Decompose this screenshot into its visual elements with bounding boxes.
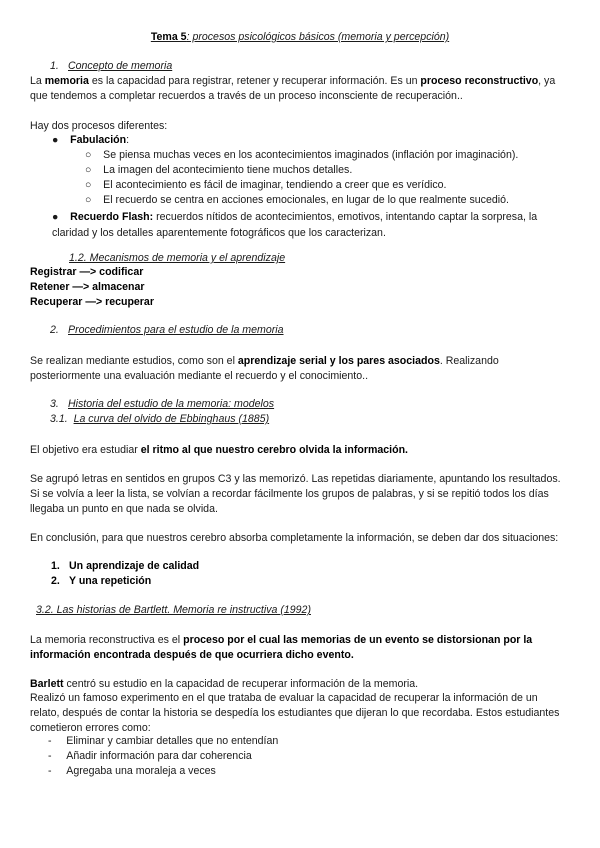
dash-item: - Añadir información para dar coherencia — [48, 750, 252, 762]
memory-definition-paragraph: La memoria es la capacidad para registrar, retener y recuperar información. Es un proceso reconstructivo, ya que tendemos a completar recuerdos a través de un proceso inconsciente de recuperación.. — [30, 75, 556, 102]
procedures-paragraph: Se realizan mediante estudios, como son el aprendizaje serial y los pares asociados. Realizando posteriormente una evaluación mediante el recuerdo y el conocimiento.. — [30, 355, 499, 382]
sub-bullet: ○ El acontecimiento es fácil de imaginar, tendiendo a creer que es verídico. — [85, 179, 447, 191]
section-number: 1. — [50, 60, 59, 72]
section-heading-text: Concepto de memoria — [68, 60, 173, 72]
title-bold: Tema 5 — [150, 31, 187, 43]
mechanism-line: Registrar —> codificar — [30, 266, 144, 278]
bullet-fabulation: ● Fabulación: — [52, 134, 130, 146]
section-3-1-heading: 3.1. La curva del olvido de Ebbinghaus (1885) — [50, 413, 270, 425]
ebbinghaus-method-paragraph: Se agrupó letras en sentidos en grupos C3 y las memorizó. Las repetidas diariamente, apuntando los resultados. Si se volvía a leer la lista, se volvían a recordar fácilmente los grupos de palabras, y si se repitió todos los días llegaba un punto en que nada se olvida. — [30, 473, 561, 515]
dash-item: - Eliminar y cambiar detalles que no entendían — [48, 735, 279, 747]
numbered-item: 1. Un aprendizaje de calidad — [51, 560, 200, 572]
mechanism-line: Retener —> almacenar — [30, 281, 145, 293]
section-2-heading: 2. Procedimientos para el estudio de la memoria — [50, 324, 284, 336]
two-processes-intro: Hay dos procesos diferentes: — [30, 120, 168, 132]
sub-bullet: ○ Se piensa muchas veces en los acontecimientos imaginados (inflación por imaginación). — [85, 149, 519, 161]
reconstructive-memory-paragraph: La memoria reconstructiva es el proceso por el cual las memorias de un evento se distorsionan por la información encontrada después de que ocurriera dicho evento. — [30, 634, 533, 661]
section-3-2-heading: 3.2. Las historias de Bartlett. Memoria re instructiva (1992) — [36, 604, 311, 616]
section-1-2-heading: 1.2. Mecanismos de memoria y el aprendizaje — [69, 252, 286, 264]
dash-item: - Agregaba una moraleja a veces — [48, 765, 216, 777]
numbered-item: 2. Y una repetición — [51, 575, 152, 587]
mechanism-line: Recuperar —> recuperar — [30, 296, 154, 308]
section-1-heading — [50, 60, 172, 72]
sub-bullet: ○ La imagen del acontecimiento tiene muchos detalles. — [85, 164, 353, 176]
experiment-paragraph: Realizó un famoso experimento en el que trataba de evaluar la capacidad de recuperar la información de un relato, después de contar la historia se despedía los estudiantes que dijeran lo que recordaba. Estos estudiantes cometieron errores como: — [30, 692, 560, 734]
title-rest: : procesos psicológicos básicos (memoria y percepción) — [186, 31, 450, 43]
sub-bullet: ○ El recuerdo se centra en acciones emocionales, en lugar de lo que realmente sucedió. — [85, 194, 509, 206]
bullet-recuerdo-flash: ● Recuerdo Flash: recuerdos nítidos de acontecimientos, emotivos, intentando captar la sorpresa, la claridad y los detalles aparentemente fotográficos que los caracterizan. — [52, 211, 538, 239]
bartlett-paragraph: Barlett centró su estudio en la capacidad de recuperar información de la memoria. — [30, 678, 419, 690]
page-title — [0, 31, 600, 43]
section-3-heading: 3. Historia del estudio de la memoria: modelos — [50, 398, 275, 410]
ebbinghaus-objective: El objetivo era estudiar el ritmo al que nuestro cerebro olvida la información. — [30, 444, 408, 456]
bullet-label: Fabulación — [70, 134, 127, 146]
conclusion-paragraph: En conclusión, para que nuestros cerebro absorba completamente la información, se deben dar dos situaciones: — [30, 532, 559, 544]
